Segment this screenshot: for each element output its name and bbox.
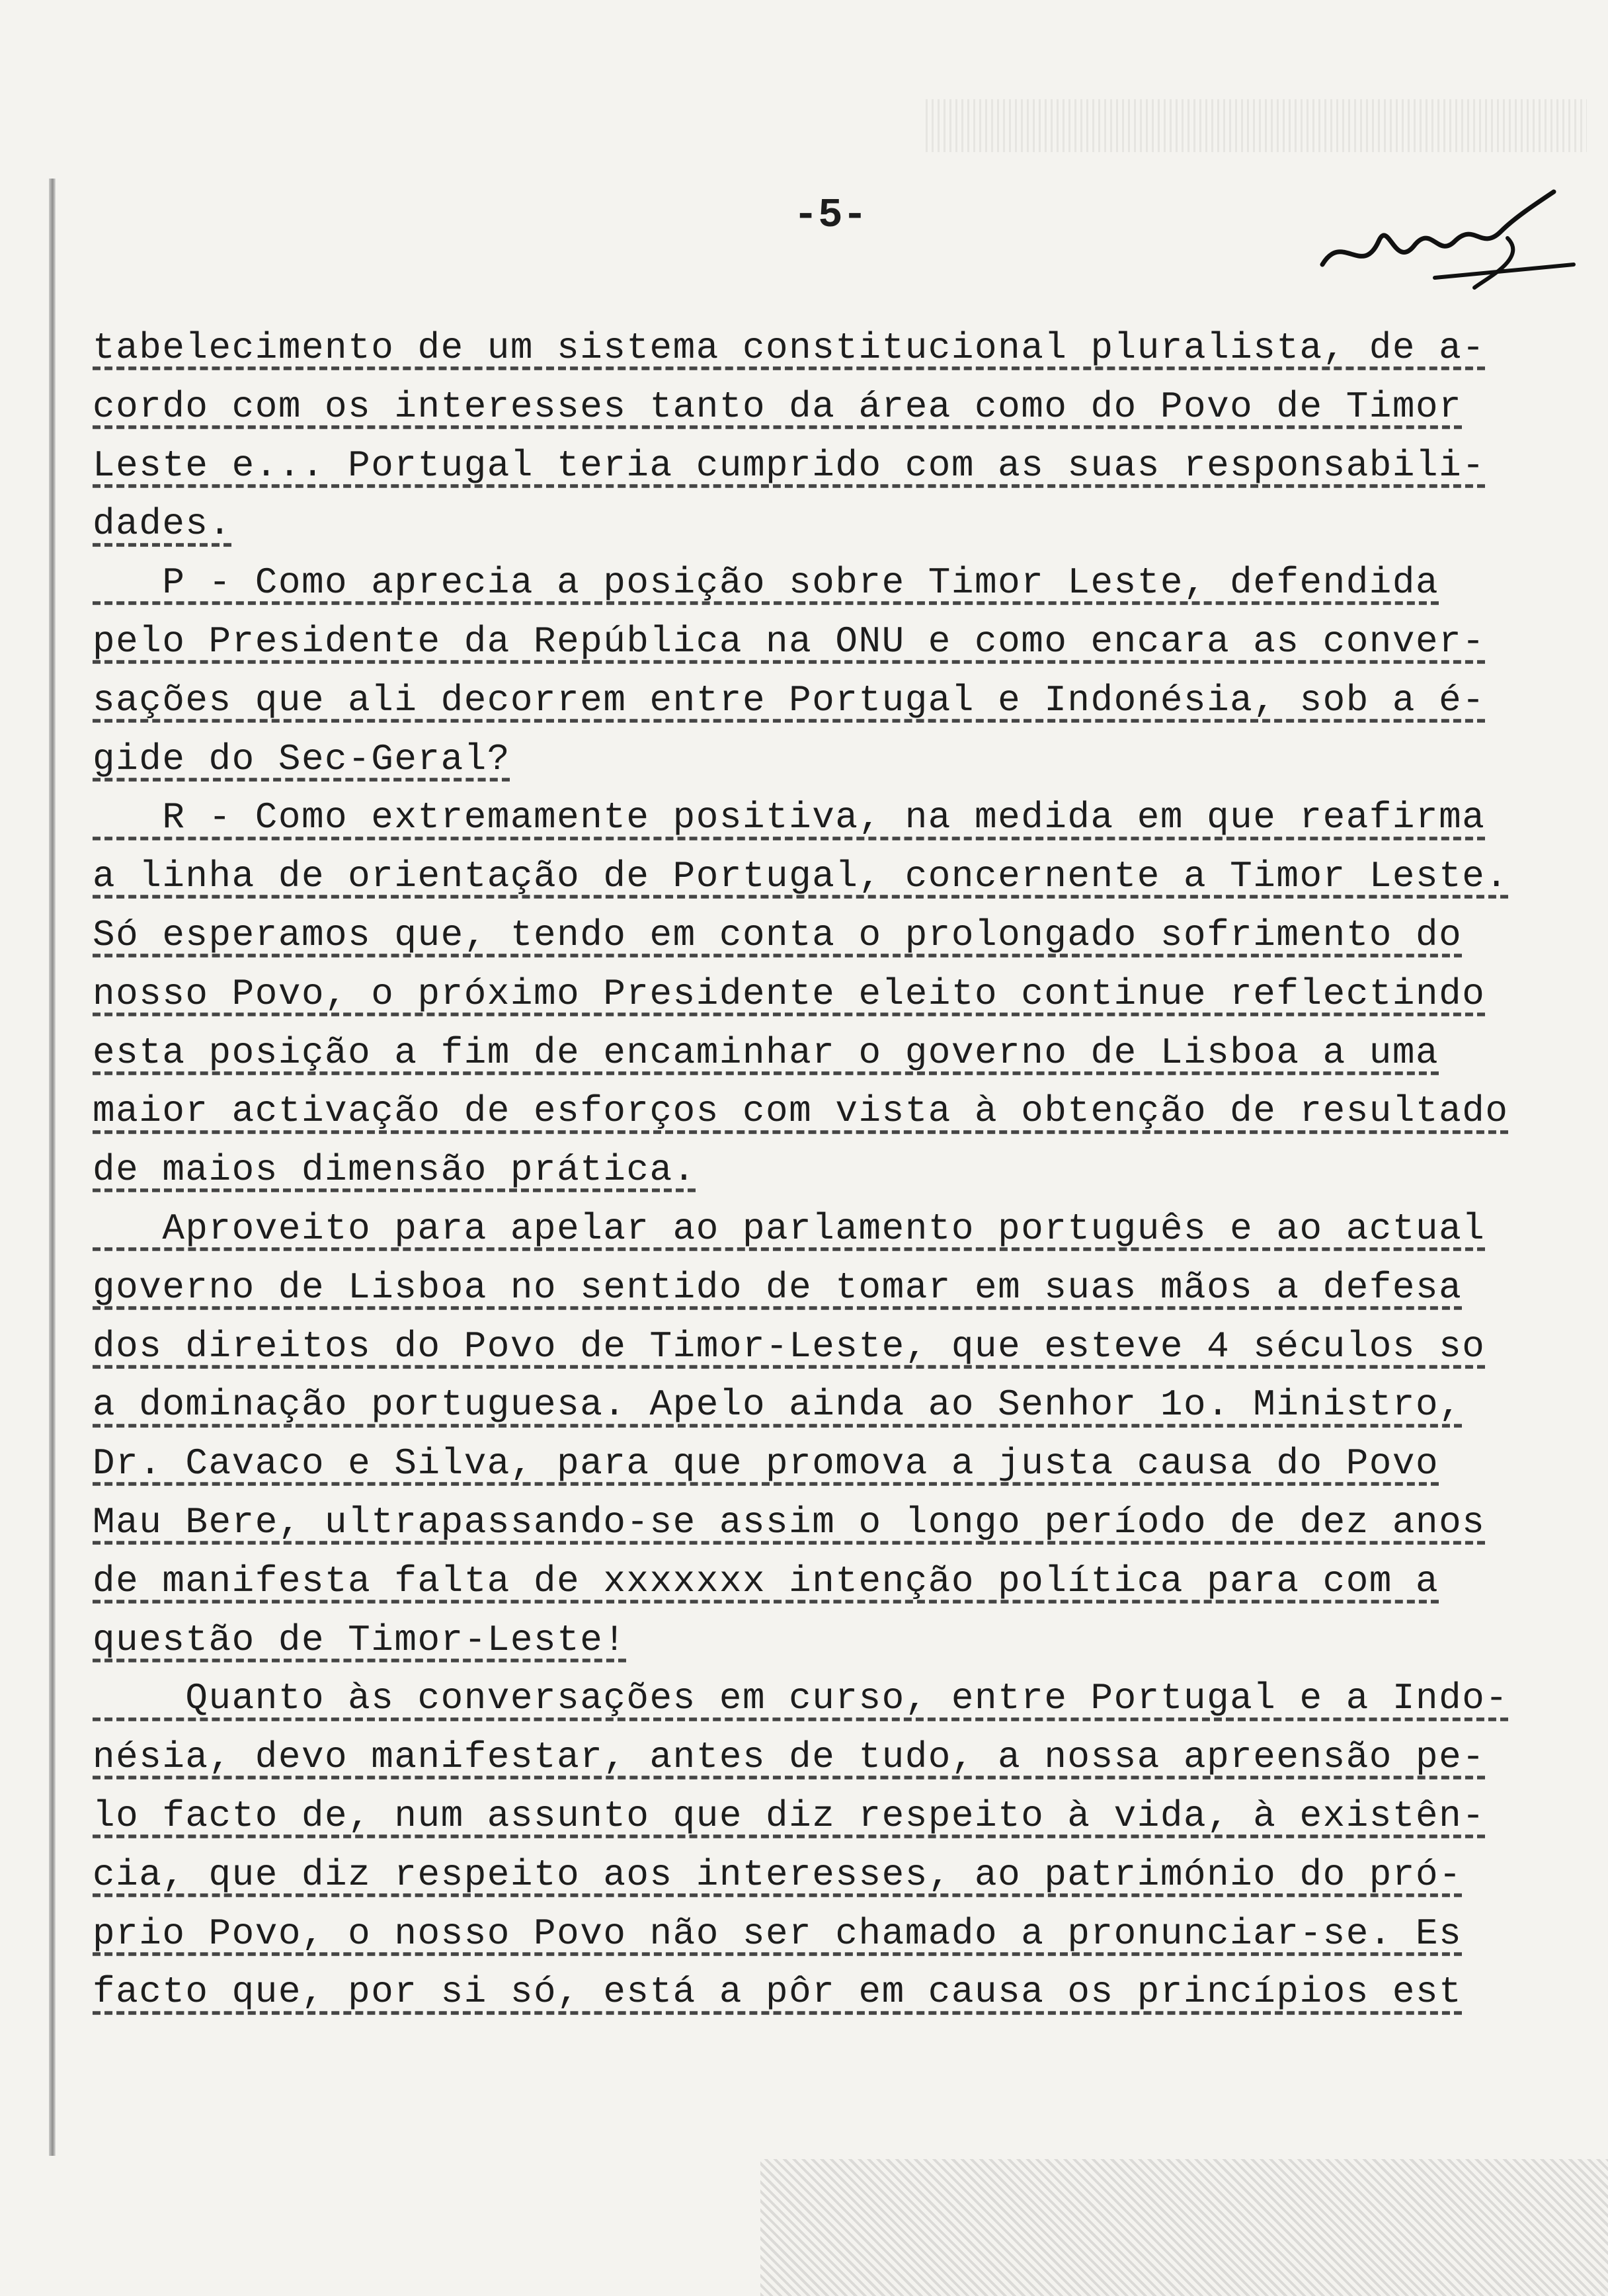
text-line-21: Mau Bere, ultrapassando-se assim o longo período de dez anos <box>93 1500 1486 1543</box>
text-line-22: de manifesta falta de xxxxxxx intenção política para com a <box>93 1559 1439 1602</box>
text-line-4: dades. <box>93 503 232 546</box>
text-line-2: cordo com os interesses tanto da área como do Povo de Timor <box>93 385 1463 428</box>
text-line-24: Quanto às conversações em curso, entre Portugal e a Indo- <box>93 1677 1509 1720</box>
page-number: -5- <box>793 192 867 239</box>
text-line-28: prio Povo, o nosso Povo não ser chamado a pronunciar-se. Es <box>93 1912 1463 1955</box>
text-line-8: gide do Sec-Geral? <box>93 737 510 780</box>
text-line-13: esta posição a fim de encaminhar o governo de Lisboa a uma <box>93 1031 1439 1074</box>
text-line-3: Leste e... Portugal teria cumprido com as suas responsabili- <box>93 444 1486 487</box>
text-line-17: governo de Lisboa no sentido de tomar em suas mãos a defesa <box>93 1266 1463 1309</box>
text-line-5: P - Como aprecia a posição sobre Timor Leste, defendida <box>93 561 1439 604</box>
text-line-15: de maios dimensão prática. <box>93 1149 696 1192</box>
text-line-7: sações que ali decorrem entre Portugal e Indonésia, sob a é- <box>93 678 1486 721</box>
text-line-18: dos direitos do Povo de Timor-Leste, que esteve 4 séculos so <box>93 1325 1486 1368</box>
binding-margin <box>49 179 56 2156</box>
text-line-1: tabelecimento de um sistema constitucional pluralista, de a- <box>93 327 1486 369</box>
text-line-6: pelo Presidente da República na ONU e como encara as conver- <box>93 620 1486 663</box>
text-line-19: a dominação portuguesa. Apelo ainda ao Senhor 1o. Ministro, <box>93 1383 1463 1426</box>
text-line-27: cia, que diz respeito aos interesses, ao património do pró- <box>93 1853 1463 1896</box>
body-text <box>93 319 1574 2022</box>
text-line-20: Dr. Cavaco e Silva, para que promova a justa causa do Povo <box>93 1442 1439 1485</box>
scan-noise-bottom <box>760 2159 1608 2296</box>
text-line-10: a linha de orientação de Portugal, concernente a Timor Leste. <box>93 855 1509 898</box>
handwritten-signature <box>1316 179 1580 317</box>
text-line-9: R - Como extremamente positiva, na medida em que reafirma <box>93 796 1486 839</box>
text-line-26: lo facto de, num assunto que diz respeito à vida, à existên- <box>93 1794 1486 1837</box>
text-line-14: maior activação de esforços com vista à obtenção de resultado <box>93 1090 1509 1133</box>
text-line-16: Aproveito para apelar ao parlamento português e ao actual <box>93 1207 1486 1250</box>
text-line-12: nosso Povo, o próximo Presidente eleito continue reflectindo <box>93 972 1486 1015</box>
text-line-11: Só esperamos que, tendo em conta o prolongado sofrimento do <box>93 913 1463 956</box>
text-line-23: questão de Timor-Leste! <box>93 1618 627 1661</box>
text-line-29: facto que, por si só, está a pôr em causa os princípios est <box>93 1971 1463 2014</box>
text-line-25: nésia, devo manifestar, antes de tudo, a nossa apreensão pe- <box>93 1736 1486 1779</box>
scan-noise-top <box>926 99 1587 152</box>
